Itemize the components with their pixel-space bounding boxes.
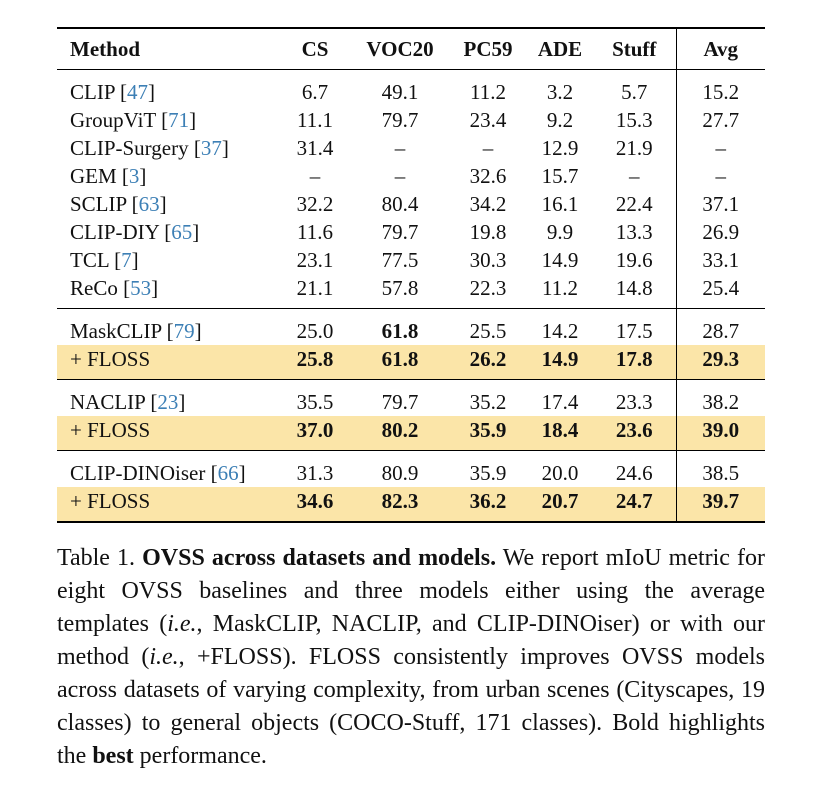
value-pc59: 34.2 bbox=[469, 191, 507, 216]
method-name: SCLIP bbox=[70, 191, 127, 216]
value-avg: 39.0 bbox=[676, 416, 765, 451]
value-cs: 23.1 bbox=[296, 247, 334, 272]
value-pc59: 35.2 bbox=[469, 389, 507, 414]
citation-link[interactable]: 66 bbox=[217, 460, 239, 485]
table-row bbox=[57, 106, 765, 134]
method-name: NACLIP bbox=[70, 389, 146, 414]
citation-link[interactable]: 23 bbox=[157, 389, 179, 414]
method-cell bbox=[57, 487, 279, 522]
value-cs: – bbox=[309, 163, 321, 188]
value-avg: 33.1 bbox=[676, 246, 765, 274]
method-cell bbox=[57, 416, 279, 451]
value-stuff: 19.6 bbox=[615, 247, 653, 272]
header-ade: ADE bbox=[527, 28, 593, 70]
value-voc20: 80.4 bbox=[381, 191, 419, 216]
method-name: + FLOSS bbox=[70, 488, 151, 513]
value-voc20: – bbox=[394, 163, 406, 188]
citation-link[interactable]: 47 bbox=[126, 79, 148, 104]
method-cell: GroupViT [71] bbox=[70, 107, 197, 132]
value-cs: 31.4 bbox=[296, 135, 334, 160]
value-ade: 3.2 bbox=[546, 79, 574, 104]
citation-link[interactable]: 37 bbox=[200, 135, 222, 160]
value-pc59: 35.9 bbox=[469, 460, 507, 485]
citation-link[interactable]: 79 bbox=[173, 318, 195, 343]
citation-link[interactable]: 63 bbox=[138, 191, 160, 216]
value-ade: 9.2 bbox=[546, 107, 574, 132]
value-avg: 38.5 bbox=[676, 451, 765, 488]
header-cs: CS bbox=[279, 28, 351, 70]
value-voc20: 82.3 bbox=[351, 487, 449, 522]
value-stuff: – bbox=[629, 163, 640, 188]
value-stuff: 17.5 bbox=[615, 318, 653, 343]
method-cell bbox=[57, 345, 279, 380]
value-avg: 38.2 bbox=[676, 380, 765, 417]
value-avg: 25.4 bbox=[676, 274, 765, 309]
value-ade: 12.9 bbox=[541, 135, 579, 160]
value-cs: 34.6 bbox=[279, 487, 351, 522]
method-name: ReCo bbox=[70, 275, 118, 300]
value-voc20: 49.1 bbox=[381, 79, 419, 104]
method-cell: CLIP-Surgery [37] bbox=[70, 135, 229, 160]
value-voc20: 79.7 bbox=[381, 219, 419, 244]
value-ade: 20.0 bbox=[541, 460, 579, 485]
value-pc59: 22.3 bbox=[449, 274, 527, 309]
value-ade: 14.9 bbox=[527, 345, 593, 380]
method-cell: CLIP [47] bbox=[70, 79, 155, 104]
header-voc20: VOC20 bbox=[351, 28, 449, 70]
value-voc20: – bbox=[394, 135, 406, 160]
value-ade: 11.2 bbox=[527, 274, 593, 309]
value-voc20: 61.8 bbox=[351, 345, 449, 380]
method-name: GEM bbox=[70, 163, 117, 188]
value-voc20: 61.8 bbox=[381, 318, 419, 343]
value-pc59: 26.2 bbox=[449, 345, 527, 380]
method-name: MaskCLIP bbox=[70, 318, 162, 343]
value-stuff: 21.9 bbox=[615, 135, 653, 160]
citation-link[interactable]: 7 bbox=[121, 247, 132, 272]
table-row bbox=[57, 274, 765, 309]
value-pc59: – bbox=[482, 135, 494, 160]
results-table-container bbox=[57, 27, 765, 523]
value-cs: 6.7 bbox=[301, 79, 329, 104]
caption-text-4: performance. bbox=[133, 743, 267, 769]
value-avg: 28.7 bbox=[676, 309, 765, 346]
value-ade: 20.7 bbox=[527, 487, 593, 522]
header-stuff: Stuff bbox=[593, 28, 676, 70]
value-pc59: 36.2 bbox=[449, 487, 527, 522]
value-cs: 35.5 bbox=[296, 389, 334, 414]
table-row bbox=[57, 451, 765, 488]
header-avg: Avg bbox=[676, 28, 765, 70]
method-cell: TCL [7] bbox=[70, 247, 139, 272]
caption-text-1: We report mIoU metric for eight OVSS baselines and three models either using the average templates ( bbox=[57, 545, 766, 637]
table-row bbox=[57, 487, 765, 522]
value-avg: – bbox=[676, 134, 765, 162]
value-voc20: 80.9 bbox=[381, 460, 419, 485]
value-pc59: 30.3 bbox=[469, 247, 507, 272]
caption-text-3: , +FLOSS). FLOSS consistently improves OVSS models across datasets of varying complexity, from urban scenes (Cityscapes, 19 classes) to general objects (COCO-Stuff, 171 classes). Bold highlights the bbox=[57, 644, 765, 769]
method-name: CLIP-Surgery bbox=[70, 135, 189, 160]
method-cell: CLIP-DIY [65] bbox=[70, 219, 200, 244]
value-stuff: 23.3 bbox=[615, 389, 653, 414]
method-name: CLIP-DINOiser bbox=[70, 460, 206, 485]
method-name: CLIP-DIY bbox=[70, 219, 160, 244]
method-cell: NACLIP [23] bbox=[70, 389, 186, 414]
value-pc59: 35.9 bbox=[449, 416, 527, 451]
table-row bbox=[57, 190, 765, 218]
value-avg: 26.9 bbox=[676, 218, 765, 246]
value-cs: 21.1 bbox=[279, 274, 351, 309]
citation-link[interactable]: 3 bbox=[128, 163, 140, 188]
caption-label: Table 1. bbox=[57, 545, 136, 571]
value-ade: 14.9 bbox=[541, 247, 579, 272]
caption-best: best bbox=[92, 743, 134, 769]
value-avg: 39.7 bbox=[676, 487, 765, 522]
value-pc59: 32.6 bbox=[469, 163, 507, 188]
value-pc59: 25.5 bbox=[469, 318, 507, 343]
value-stuff: 22.4 bbox=[615, 191, 653, 216]
method-cell: SCLIP [63] bbox=[70, 191, 167, 216]
method-name: + FLOSS bbox=[70, 346, 151, 371]
header-method: Method bbox=[57, 28, 279, 70]
value-stuff: 23.6 bbox=[593, 416, 676, 451]
citation-link[interactable]: 71 bbox=[168, 107, 190, 132]
citation-link[interactable]: 65 bbox=[171, 219, 193, 244]
caption-heading: OVSS across datasets and models. bbox=[142, 545, 497, 571]
value-cs: 31.3 bbox=[296, 460, 334, 485]
table-body bbox=[57, 70, 765, 523]
method-cell: CLIP-DINOiser [66] bbox=[70, 460, 246, 485]
value-ade: 17.4 bbox=[541, 389, 579, 414]
table-row bbox=[57, 345, 765, 380]
table-row bbox=[57, 309, 765, 346]
value-pc59: 23.4 bbox=[469, 107, 507, 132]
value-avg: – bbox=[676, 162, 765, 190]
table-row bbox=[57, 380, 765, 417]
value-avg: 27.7 bbox=[676, 106, 765, 134]
citation-link[interactable]: 53 bbox=[130, 275, 152, 300]
value-voc20: 80.2 bbox=[351, 416, 449, 451]
value-stuff: 14.8 bbox=[593, 274, 676, 309]
table-caption bbox=[57, 542, 765, 773]
results-table bbox=[57, 27, 765, 523]
caption-ie-2: i.e. bbox=[149, 644, 179, 670]
method-cell: MaskCLIP [79] bbox=[70, 318, 202, 343]
value-ade: 15.7 bbox=[541, 163, 579, 188]
value-stuff: 5.7 bbox=[621, 79, 648, 104]
method-name: CLIP bbox=[70, 79, 115, 104]
value-avg: 37.1 bbox=[676, 190, 765, 218]
table-row bbox=[57, 416, 765, 451]
table-header bbox=[57, 28, 765, 70]
table-row bbox=[57, 70, 765, 107]
table-row bbox=[57, 218, 765, 246]
value-voc20: 77.5 bbox=[381, 247, 419, 272]
header-pc59: PC59 bbox=[449, 28, 527, 70]
method-name: GroupViT bbox=[70, 107, 156, 132]
value-cs: 11.1 bbox=[297, 107, 333, 132]
value-ade: 14.2 bbox=[541, 318, 579, 343]
value-stuff: 17.8 bbox=[593, 345, 676, 380]
value-ade: 9.9 bbox=[546, 219, 574, 244]
value-stuff: 15.3 bbox=[615, 107, 653, 132]
table-row bbox=[57, 134, 765, 162]
method-name: + FLOSS bbox=[70, 417, 151, 442]
table-row bbox=[57, 162, 765, 190]
value-cs: 25.8 bbox=[279, 345, 351, 380]
value-stuff: 24.7 bbox=[593, 487, 676, 522]
table-row bbox=[57, 246, 765, 274]
value-cs: 25.0 bbox=[296, 318, 334, 343]
method-cell: GEM [3] bbox=[70, 163, 147, 188]
value-voc20: 57.8 bbox=[351, 274, 449, 309]
caption-text-2: , MaskCLIP, NACLIP, and CLIP-DINOiser) or with our method ( bbox=[57, 611, 765, 670]
value-cs: 32.2 bbox=[296, 191, 334, 216]
value-pc59: 19.8 bbox=[469, 219, 507, 244]
value-avg: 15.2 bbox=[676, 70, 765, 107]
value-ade: 18.4 bbox=[527, 416, 593, 451]
value-voc20: 79.7 bbox=[381, 107, 419, 132]
value-stuff: 24.6 bbox=[615, 460, 653, 485]
value-cs: 11.6 bbox=[297, 219, 333, 244]
value-ade: 16.1 bbox=[541, 191, 579, 216]
method-cell: ReCo [53] bbox=[57, 274, 279, 309]
caption-ie-1: i.e. bbox=[167, 611, 197, 637]
value-cs: 37.0 bbox=[279, 416, 351, 451]
value-avg: 29.3 bbox=[676, 345, 765, 380]
value-voc20: 79.7 bbox=[381, 389, 419, 414]
value-stuff: 13.3 bbox=[615, 219, 653, 244]
value-pc59: 11.2 bbox=[470, 79, 506, 104]
method-name: TCL bbox=[70, 247, 109, 272]
